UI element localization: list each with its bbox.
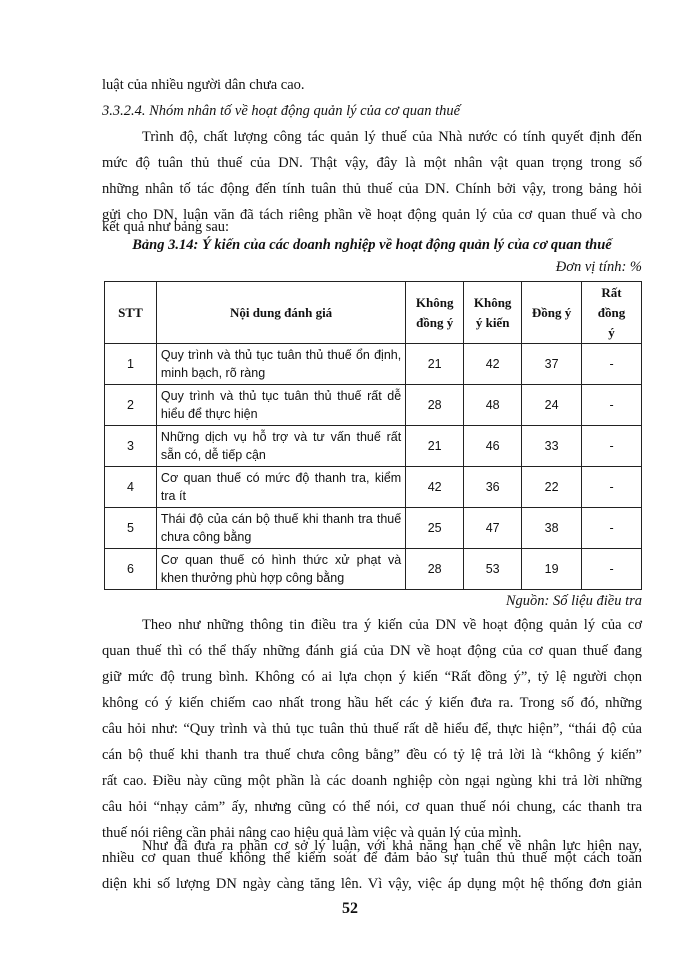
page-number: 52 — [342, 900, 358, 917]
paragraph-line: kết quả như bảng sau: — [102, 219, 230, 235]
cell-disagree: 21 — [406, 426, 464, 467]
cell-stt: 4 — [105, 467, 157, 508]
cell-agree: 37 — [522, 344, 582, 385]
header-agree: Đồng ý — [522, 282, 582, 344]
table-row — [105, 508, 642, 549]
header-strongly-agree: Rất đồng ý — [582, 282, 642, 344]
cell-agree: 19 — [522, 549, 582, 590]
paragraph-line: quan thuế thì có thể thấy những đánh giá của DN về hoạt động của cơ quan thuế đang — [102, 643, 642, 659]
paragraph-line: những nhân tố tác động đến tính tuân thủ thuế của DN. Chính bởi vậy, trong bảng hỏi — [102, 181, 642, 197]
table-row — [105, 426, 642, 467]
body-text-line: luật của nhiều người dân chưa cao. — [102, 77, 305, 93]
cell-content: Cơ quan thuế có hình thức xử phạt và khen thưởng phù hợp công bằng — [156, 549, 405, 590]
table-row — [105, 467, 642, 508]
cell-disagree: 25 — [406, 508, 464, 549]
paragraph-line: Trình độ, chất lượng công tác quản lý thuế của Nhà nước có tính quyết định đến — [142, 129, 642, 145]
paragraph-line: gửi cho DN, luận văn đã tách riêng phần về hoạt động quản lý của cơ quan thuế và cho — [102, 207, 642, 223]
cell-stt: 3 — [105, 426, 157, 467]
cell-agree: 22 — [522, 467, 582, 508]
cell-content: Những dịch vụ hỗ trợ và tư vấn thuế rất sẵn có, dễ tiếp cận — [156, 426, 405, 467]
paragraph-line: Như đã đưa ra phần cơ sở lý luận, với khả năng hạn chế về nhân lực hiện nay, — [142, 838, 642, 854]
table-unit: Đơn vị tính: % — [555, 259, 642, 275]
cell-disagree: 28 — [406, 549, 464, 590]
cell-stt: 1 — [105, 344, 157, 385]
table-header-row — [105, 282, 642, 344]
table-row — [105, 549, 642, 590]
cell-agree: 33 — [522, 426, 582, 467]
cell-strongly-agree: - — [582, 549, 642, 590]
paragraph-line: không có ý kiến chiếm cao nhất trong hầu hết các ý kiến đưa ra. Trong số đó, những — [102, 695, 642, 711]
cell-no-opinion: 47 — [464, 508, 522, 549]
cell-stt: 2 — [105, 385, 157, 426]
cell-disagree: 21 — [406, 344, 464, 385]
cell-no-opinion: 36 — [464, 467, 522, 508]
table-caption: Bảng 3.14: Ý kiến của các doanh nghiệp về hoạt động quản lý của cơ quan thuế — [132, 237, 612, 253]
paragraph-line: Theo như những thông tin điều tra ý kiến của DN về hoạt động quản lý của cơ — [142, 617, 642, 633]
data-table — [104, 281, 642, 590]
cell-strongly-agree: - — [582, 385, 642, 426]
paragraph-line: cán bộ thuế khi thanh tra thuế chưa công bằng” đều có tỷ lệ trả lời là “không ý kiến” — [102, 747, 642, 763]
paragraph-line: câu hỏi như: “Quy trình và thủ tục tuân thủ thuế rất dễ hiểu để, thực hiện”, “thái độ của — [102, 721, 642, 737]
cell-agree: 24 — [522, 385, 582, 426]
paragraph-line: mức độ tuân thủ thuế của DN. Thật vậy, đây là một nhân vật quan trọng trong số — [102, 155, 642, 171]
cell-stt: 6 — [105, 549, 157, 590]
table-row — [105, 385, 642, 426]
cell-stt: 5 — [105, 508, 157, 549]
cell-content: Thái độ của cán bộ thuế khi thanh tra thuế chưa công bằng — [156, 508, 405, 549]
paragraph-line: thuế nói riêng cần phải nâng cao hiệu quả làm việc và quản lý của mình. — [102, 825, 522, 841]
paragraph-line: nhiều cơ quan thuế không thể kiểm soát để đảm bảo sự tuân thủ thuế một cách toàn — [102, 850, 642, 866]
header-disagree: Không đồng ý — [406, 282, 464, 344]
cell-content: Cơ quan thuế có mức độ thanh tra, kiểm tra ít — [156, 467, 405, 508]
cell-content: Quy trình và thủ tục tuân thủ thuế ổn định, minh bạch, rõ ràng — [156, 344, 405, 385]
cell-no-opinion: 46 — [464, 426, 522, 467]
header-content: Nội dung đánh giá — [156, 282, 405, 344]
cell-strongly-agree: - — [582, 426, 642, 467]
cell-agree: 38 — [522, 508, 582, 549]
cell-disagree: 42 — [406, 467, 464, 508]
cell-content: Quy trình và thủ tục tuân thủ thuế rất dễ hiểu để thực hiện — [156, 385, 405, 426]
cell-strongly-agree: - — [582, 344, 642, 385]
table-row — [105, 344, 642, 385]
paragraph-line: rất cao. Điều này cũng một phần là các doanh nghiệp còn ngại ngùng khi trả lời những — [102, 773, 642, 789]
cell-no-opinion: 48 — [464, 385, 522, 426]
paragraph-line: diện khi số lượng DN ngày càng tăng lên. Vì vậy, việc áp dụng một hệ thống đơn giản — [102, 876, 642, 892]
paragraph-line: giữ mức độ trung bình. Không có ai lựa chọn ý kiến “Rất đồng ý”, tỷ lệ người chọn — [102, 669, 642, 685]
cell-strongly-agree: - — [582, 508, 642, 549]
cell-no-opinion: 42 — [464, 344, 522, 385]
header-stt: STT — [105, 282, 157, 344]
table-source: Nguồn: Số liệu điều tra — [505, 593, 642, 609]
header-no-opinion: Không ý kiến — [464, 282, 522, 344]
cell-no-opinion: 53 — [464, 549, 522, 590]
cell-disagree: 28 — [406, 385, 464, 426]
cell-strongly-agree: - — [582, 467, 642, 508]
paragraph-line: câu hỏi “nhạy cảm” ấy, nhưng cũng có thể nói, cơ quan thuế nói chung, các thanh tra — [102, 799, 642, 815]
section-heading: 3.3.2.4. Nhóm nhân tố về hoạt động quản lý của cơ quan thuế — [102, 103, 461, 119]
